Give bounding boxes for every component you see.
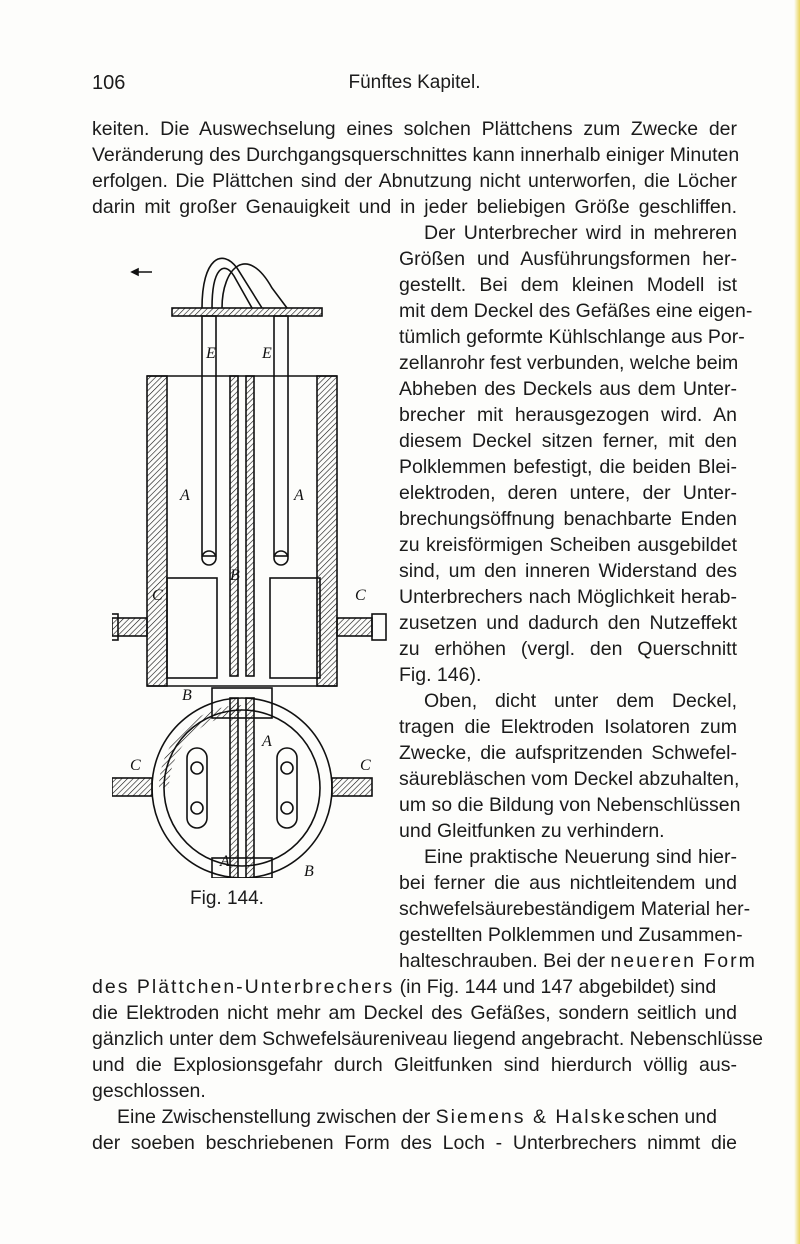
text-line: keiten. Die Auswechselung eines solchen Plättchens zum Zwecke der <box>92 118 737 140</box>
page-edge <box>794 0 800 1244</box>
text-line <box>117 1104 737 1130</box>
text-run: schen und <box>626 1106 717 1128</box>
text-line: Der Unterbrecher wird in mehreren <box>424 222 737 244</box>
text-line: um so die Bildung von Nebenschlüssen <box>399 794 741 816</box>
page-number: 106 <box>92 72 126 94</box>
text-line: schwefelsäurebeständigem Material her- <box>399 898 751 920</box>
text-line: tragen die Elektroden Isolatoren zum <box>399 716 737 738</box>
text-line: Unterbrechers nach Möglichkeit herab- <box>399 586 737 608</box>
text-line: zu kreisförmigen Scheiben ausgebildet <box>399 534 737 556</box>
text-line: zu erhöhen (vergl. den Querschnitt <box>399 638 737 660</box>
text-line: Oben, dicht unter dem Deckel, <box>424 690 737 712</box>
text-run: (in Fig. 144 und 147 abgebildet) sind <box>394 976 717 998</box>
emphasis-spaced: des Plättchen-Unterbrechers <box>92 976 395 998</box>
label-c: C <box>130 757 141 774</box>
label-b: B <box>230 567 240 584</box>
label-c: C <box>360 757 371 774</box>
page-header <box>92 72 737 102</box>
label-e: E <box>206 345 216 362</box>
text-line <box>92 974 737 1000</box>
lid <box>172 308 322 316</box>
figure-144 <box>112 228 402 908</box>
text-line: gestellten Polklemmen und Zusammen- <box>399 924 743 946</box>
text-line: sind, um den inneren Widerstand des <box>399 560 737 582</box>
cross-section <box>112 688 372 878</box>
text-line: brecher mit herausgezogen wird. An <box>399 404 737 426</box>
emphasis-spaced: neueren Form <box>610 950 757 972</box>
text-line: Eine praktische Neuerung sind hier- <box>424 846 737 868</box>
text-line: und Gleitfunken zu verhindern. <box>399 820 665 842</box>
label-a: A <box>180 487 190 504</box>
label-a: A <box>294 487 304 504</box>
text-line: zellanrohr fest verbunden, welche beim <box>399 352 739 374</box>
interrupter-drawing <box>112 228 402 878</box>
text-line: tümlich geformte Kühlschlange aus Por- <box>399 326 745 348</box>
text-run: halteschrauben. Bei der <box>399 950 611 972</box>
text-line: geschlossen. <box>92 1080 206 1102</box>
text-run: Eine Zwischenstellung zwischen der <box>117 1106 436 1128</box>
text-line: Zwecke, die aufspritzenden Schwefel- <box>399 742 737 764</box>
label-a: A <box>262 733 272 750</box>
text-line: Abheben des Deckels aus dem Unter- <box>399 378 737 400</box>
figure-caption: Fig. 144. <box>190 888 264 909</box>
label-b: B <box>182 687 192 704</box>
text-line: bei ferner die aus nichtleitendem und <box>399 872 737 894</box>
text-line: Polklemmen befestigt, die beiden Blei- <box>399 456 737 478</box>
text-line: Veränderung des Durchgangsquerschnittes kann innerhalb einiger Minuten <box>92 144 740 166</box>
text-line: die Elektroden nicht mehr am Deckel des Gefäßes, sondern seitlich und <box>92 1002 737 1024</box>
emphasis-spaced: Siemens & Halske <box>435 1106 627 1128</box>
text-line: diesem Deckel sitzen ferner, mit den <box>399 430 737 452</box>
label-a: A <box>220 853 230 870</box>
text-line: der soeben beschriebenen Form des Loch - Unterbrechers nimmt die <box>92 1132 737 1154</box>
text-line: elektroden, deren untere, der Unter- <box>399 482 737 504</box>
text-line: darin mit großer Genauigkeit und in jeder beliebigen Größe geschliffen. <box>92 196 737 218</box>
text-line: erfolgen. Die Plättchen sind der Abnutzung nicht unterworfen, die Löcher <box>92 170 737 192</box>
text-line: Größen und Ausführungsformen her- <box>399 248 737 270</box>
label-e: E <box>262 345 272 362</box>
text-line: und die Explosionsgefahr durch Gleitfunken sind hierdurch völlig aus- <box>92 1054 737 1076</box>
cooling-coil <box>132 258 287 308</box>
text-line: gestellt. Bei dem kleinen Modell ist <box>399 274 737 296</box>
text-line: mit dem Deckel des Gefäßes eine eigen- <box>399 300 753 322</box>
running-head: Fünftes Kapitel. <box>348 72 481 93</box>
upper-vessel <box>147 316 337 686</box>
text-line: säurebläschen vom Deckel abzuhalten, <box>399 768 740 790</box>
text-line: brechungsöffnung benachbarte Enden <box>399 508 737 530</box>
text-line <box>399 948 757 974</box>
label-c: C <box>152 587 163 604</box>
text-line: zusetzen und dadurch den Nutzeffekt <box>399 612 737 634</box>
label-b: B <box>304 863 314 878</box>
text-line: gänzlich unter dem Schwefelsäureniveau liegend angebracht. Nebenschlüsse <box>92 1028 764 1050</box>
label-c: C <box>355 587 366 604</box>
text-line: Fig. 146). <box>399 664 482 686</box>
